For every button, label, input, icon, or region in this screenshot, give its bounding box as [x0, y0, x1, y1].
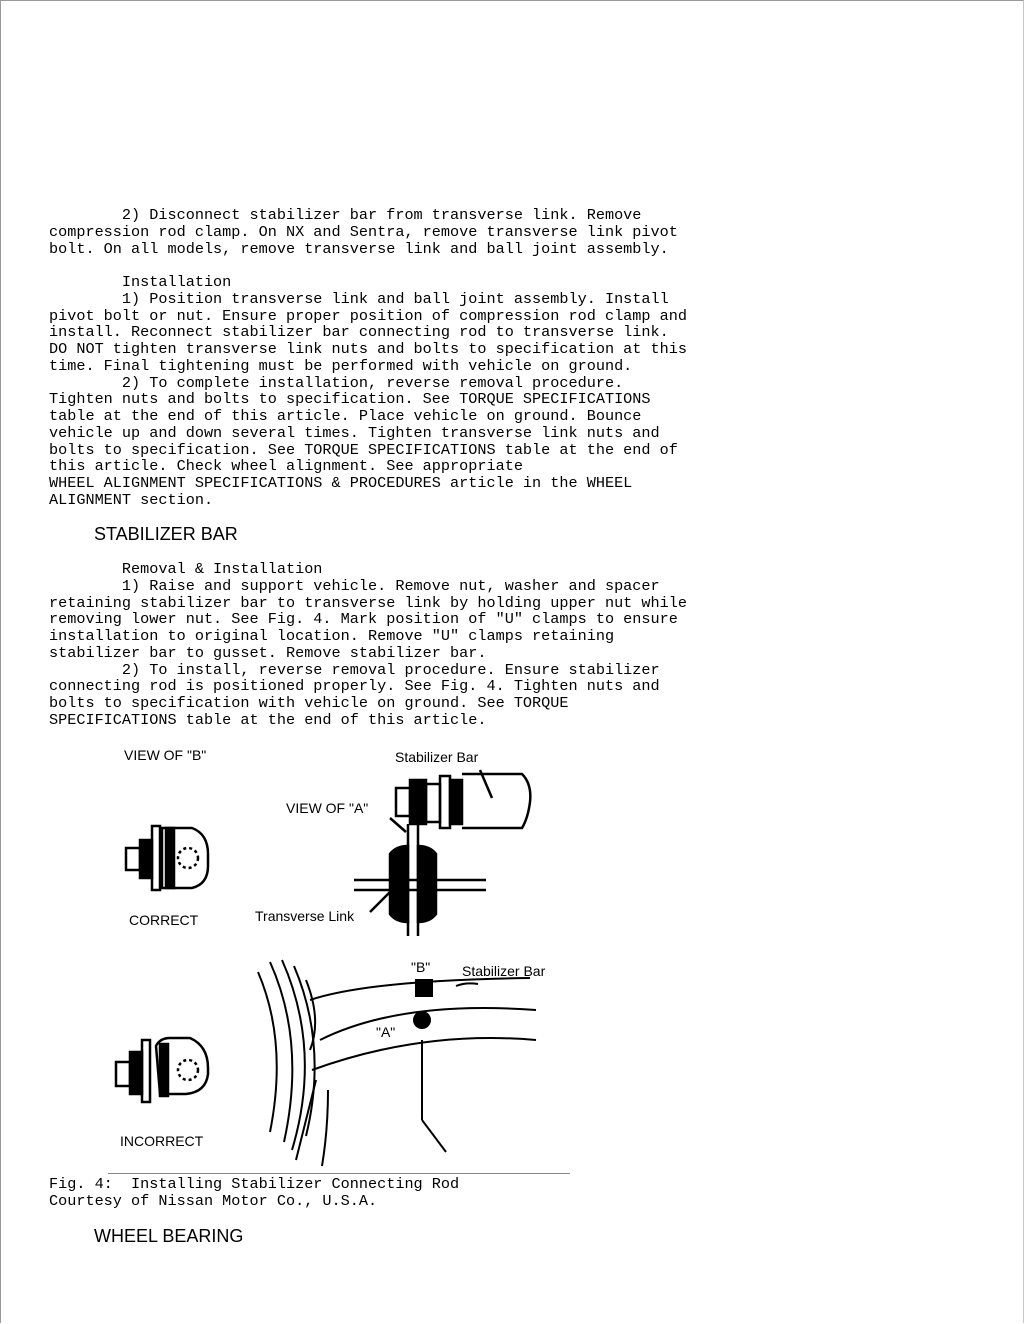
view-b-label: VIEW OF "B": [124, 747, 207, 763]
removal-step-2-text: 2) Disconnect stabilizer bar from transverse link. Remove compression rod clamp. On NX and Sentra, remove transverse link pivot bolt. On all models, remove transverse link and ball joint assembly.: [49, 206, 678, 258]
incorrect-label: INCORRECT: [120, 1133, 204, 1149]
callout-b-label: "B": [411, 959, 431, 975]
correct-label: CORRECT: [129, 912, 199, 928]
view-a-connector-drawing: [354, 770, 530, 936]
stabilizer-bar-body: Removal & Installation 1) Raise and support vehicle. Remove nut, washer and spacer retaining stabilizer bar to transverse link by holding upper nut while removing lower nut. See Fig. 4. Mark position of "U" clamps to ensure installation to original location. Remove "U" clamps retaining stabilizer bar to gusset. Remove stabilizer bar. 2) To install, reverse removal procedure. Ensure stabilizer connecting rod is positioned properly. See Fig. 4. Tighten nuts and bolts to specification with vehicle on ground. See TORQUE SPECIFICATIONS table at the end of this article.: [49, 560, 687, 729]
stabilizer-bar-label-bottom: Stabilizer Bar: [462, 963, 546, 979]
callout-a-label: "A": [376, 1024, 396, 1040]
view-a-label: VIEW OF "A": [286, 800, 369, 816]
stabilizer-bar-label-top: Stabilizer Bar: [395, 749, 479, 765]
figure-divider: [108, 1173, 570, 1174]
stabilizer-bar-heading: STABILIZER BAR: [94, 524, 238, 544]
correct-connector-drawing: [126, 826, 208, 890]
transverse-link-label: Transverse Link: [255, 908, 355, 924]
assembly-drawing: [258, 960, 536, 1166]
figure-caption: Fig. 4: Installing Stabilizer Connecting Rod Courtesy of Nissan Motor Co., U.S.A.: [49, 1175, 460, 1210]
installation-text: Installation 1) Position transverse link and ball joint assembly. Install pivot bolt or nut. Ensure proper position of compression rod clamp and install. Reconnect stabilizer bar connecting rod to transverse link. DO NOT tighten transverse link nuts and bolts to specification at this time. Final tightening must be performed with vehicle on ground. 2) To complete installation, reverse removal procedure. Tighten nuts and bolts to specification. See TORQUE SPECIFICATIONS table at the end of this article. Place vehicle on ground. Bounce vehicle up and down several times. Tighten transverse link nuts and bolts to specification. See TORQUE SPECIFICATIONS table at the end of this article. Check wheel alignment. See appropriate WHEEL ALIGNMENT SPECIFICATIONS & PROCEDURES article in the WHEEL ALIGNMENT section.: [49, 273, 687, 509]
wheel-bearing-heading: WHEEL BEARING: [94, 1226, 244, 1246]
fig4-illustration: [100, 740, 580, 1170]
incorrect-connector-drawing: [116, 1038, 208, 1102]
